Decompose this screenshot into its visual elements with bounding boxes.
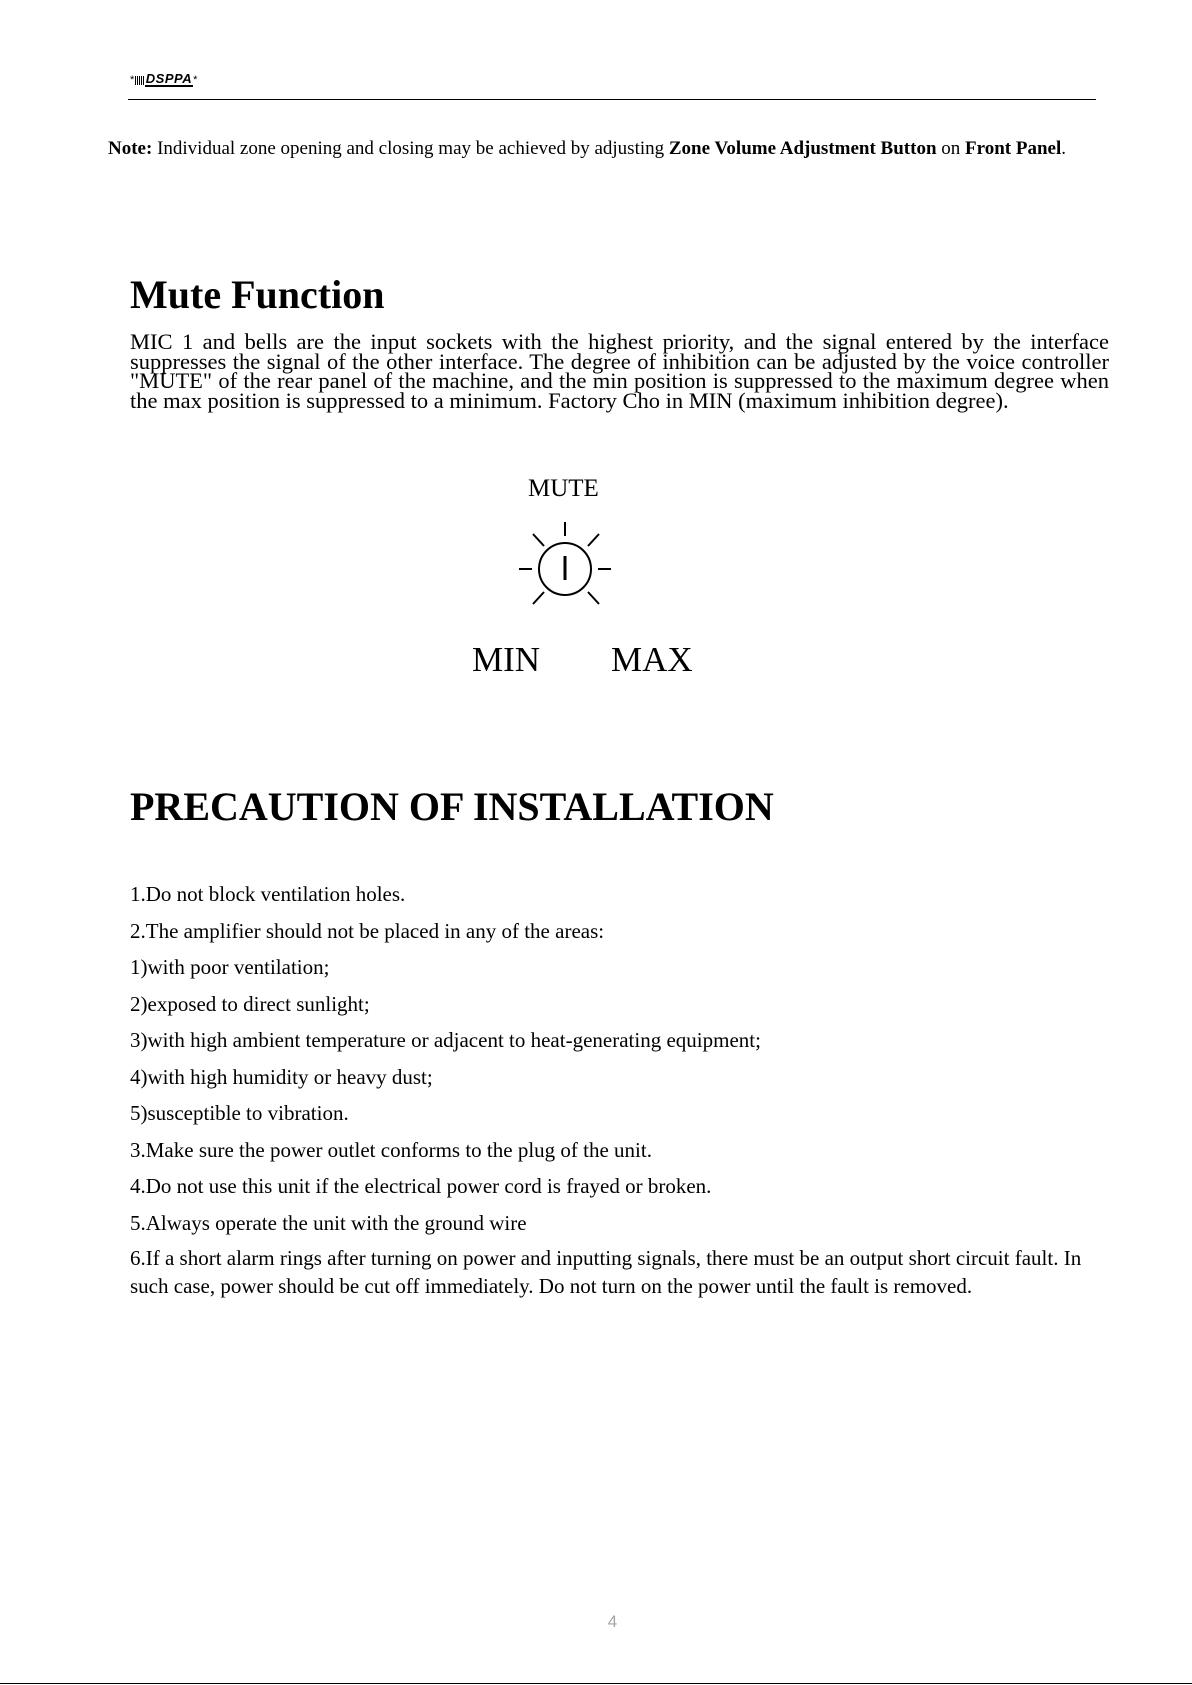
- precaution-title: PRECAUTION OF INSTALLATION: [130, 784, 774, 829]
- list-item: 2.The amplifier should not be placed in any of the areas:: [130, 918, 605, 943]
- mute-max-label: MAX: [611, 640, 693, 679]
- bottom-divider: [0, 1683, 1192, 1684]
- list-item: 3.Make sure the power outlet conforms to the plug of the unit.: [130, 1137, 652, 1162]
- mute-function-title: Mute Function: [130, 272, 385, 317]
- list-item: 3)with high ambient temperature or adjacent to heat-generating equipment;: [130, 1028, 761, 1052]
- mute-min-label: MIN: [472, 640, 541, 679]
- logo-mark-icon: [135, 76, 144, 85]
- list-item: 6.If a short alarm rings after turning on power and inputting signals, there must be an output short circuit fault. In such case, power should be cut off immediately. Do not turn on the power until the fault is removed.: [130, 1246, 1082, 1298]
- note-bold-2: Front Panel: [965, 138, 1062, 159]
- note-label: Note:: [108, 138, 153, 159]
- note-text-3: .: [1061, 138, 1066, 159]
- mute-function-body: MIC 1 and bells are the input sockets with the highest priority, and the signal entered by the interface suppresses the signal of the other interface. The degree of inhibition can be adjusted by the voice controller "MUTE" of the rear panel of the machine, and the min position is suppressed to the maximum degree when the max position is suppressed to a minimum. Factory Cho in MIN (maximum inhibition degree).: [130, 329, 1109, 413]
- mute-knob-label: MUTE: [528, 475, 599, 502]
- mute-knob-icon: [516, 519, 620, 609]
- logo-text: DSPPA: [145, 71, 193, 86]
- note-text-1: Individual zone opening and closing may be achieved by adjusting: [152, 138, 669, 159]
- list-item: 5.Always operate the unit with the ground wire: [130, 1210, 527, 1235]
- precaution-list: [130, 880, 1090, 1309]
- list-item: 4)with high humidity or heavy dust;: [130, 1064, 433, 1089]
- header-divider: [128, 99, 1096, 100]
- logo-star-right: *: [193, 74, 198, 86]
- list-item: 1.Do not block ventilation holes.: [130, 882, 406, 906]
- note-text-2: on: [936, 138, 966, 159]
- note-paragraph: [108, 136, 1110, 161]
- list-item: 2)exposed to direct sunlight;: [130, 991, 370, 1016]
- list-item: 4.Do not use this unit if the electrical power cord is frayed or broken.: [130, 1174, 712, 1198]
- list-item: 1)with poor ventilation;: [130, 955, 330, 979]
- header-logo: [130, 73, 198, 87]
- logo-star-left: *: [130, 74, 135, 86]
- note-bold-1: Zone Volume Adjustment Button: [668, 138, 937, 159]
- list-item: 5)susceptible to vibration.: [130, 1101, 349, 1125]
- page-number: 4: [607, 1612, 618, 1631]
